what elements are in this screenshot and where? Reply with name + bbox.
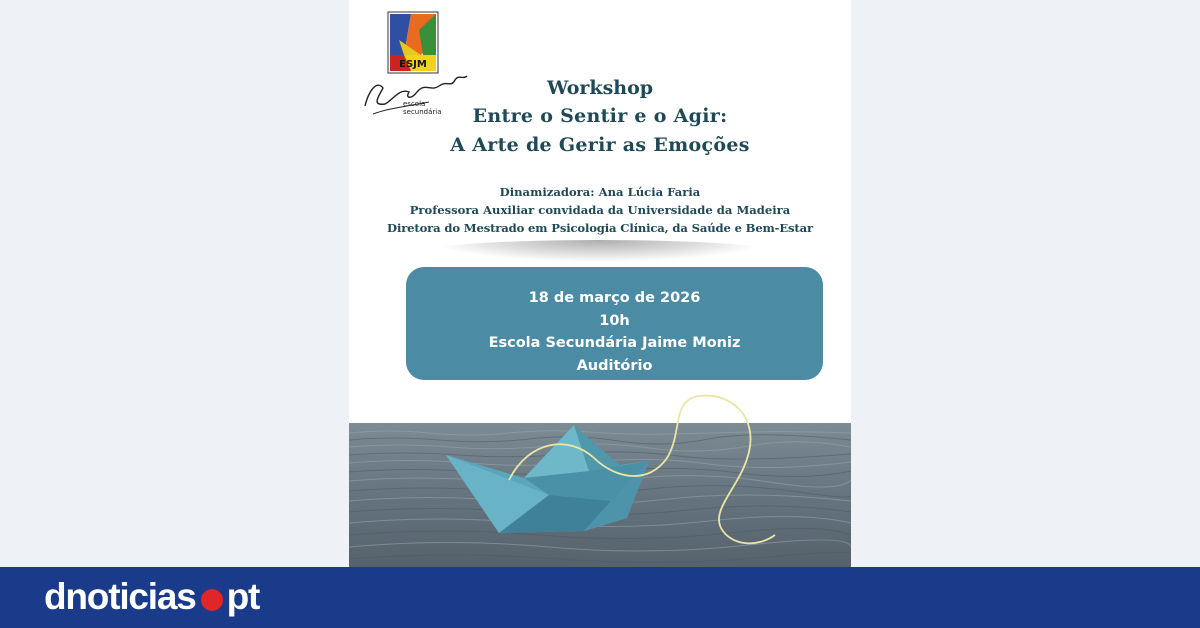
school-logo: [359, 10, 471, 118]
event-details-box: [406, 267, 823, 380]
brand-tld: pt: [226, 576, 260, 617]
workshop-subtitle-line2: A Arte de Gerir as Emoções: [450, 134, 750, 156]
logo-initials: ESJM: [399, 59, 427, 70]
logo-label-escola: escola: [403, 100, 426, 108]
logo-label-secundaria: secundária: [403, 108, 442, 116]
brand-dot-icon: [201, 589, 223, 611]
site-logo[interactable]: [44, 573, 259, 621]
decorative-shadow: [429, 240, 769, 262]
event-poster: [349, 0, 851, 567]
brand-name: dnoticias: [44, 576, 196, 617]
speaker-name: Dinamizadora: Ana Lúcia Faria: [499, 185, 701, 199]
event-date: 18 de março de 2026: [528, 290, 701, 306]
sea-image: [349, 423, 851, 567]
workshop-title: Workshop: [546, 77, 654, 99]
speaker-role: Diretora do Mestrado em Psicologia Clínica, da Saúde e Bem-Estar: [387, 221, 813, 235]
event-time: 10h: [599, 312, 630, 329]
event-room: Auditório: [576, 357, 653, 374]
speaker-position: Professora Auxiliar convidada da Universidade da Madeira: [409, 203, 791, 217]
event-place: Escola Secundária Jaime Moniz: [488, 335, 741, 351]
workshop-subtitle-line1: Entre o Sentir e o Agir:: [472, 105, 728, 127]
